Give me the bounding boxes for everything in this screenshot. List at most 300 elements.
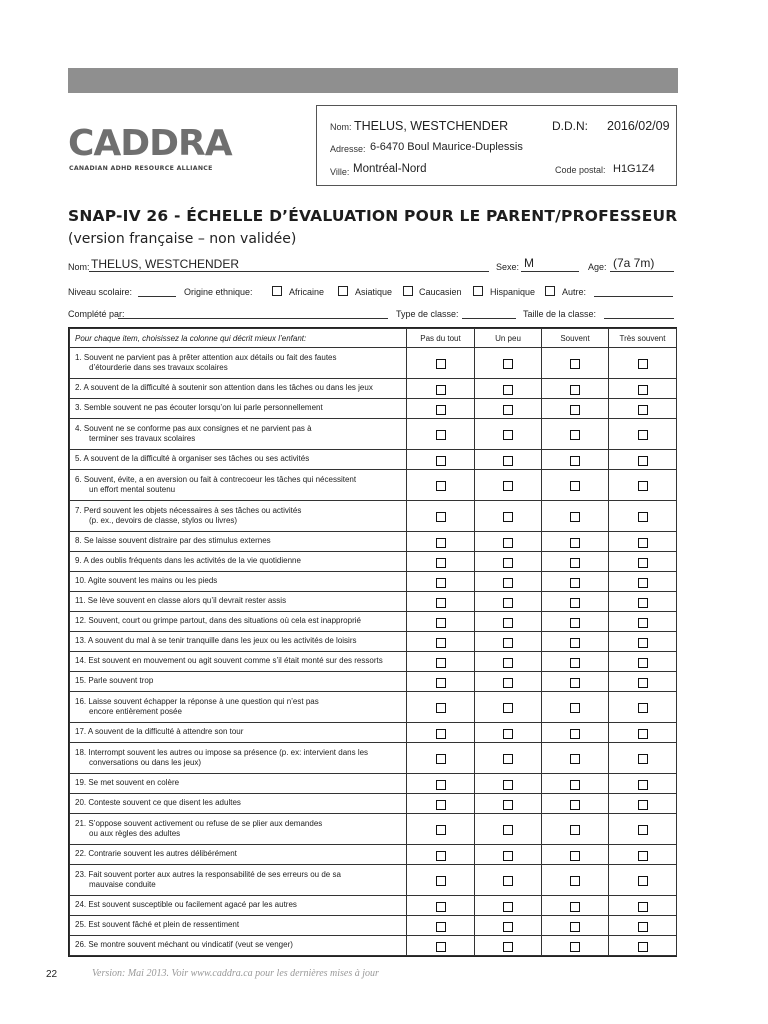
rating-cell-un-peu <box>475 612 542 632</box>
rating-checkbox-tres-souvent[interactable] <box>638 618 648 628</box>
rating-checkbox-souvent[interactable] <box>570 598 580 608</box>
rating-cell-un-peu <box>475 532 542 552</box>
table-row <box>70 845 677 865</box>
rating-checkbox-tres-souvent[interactable] <box>638 385 648 395</box>
type-classe-label: Type de classe: <box>396 309 459 319</box>
item-text <box>70 450 407 470</box>
rating-cell-tres-souvent <box>609 348 677 379</box>
rating-checkbox-un-peu[interactable] <box>503 678 513 688</box>
rating-cell-pas-du-tout <box>407 774 475 794</box>
item-text <box>70 552 407 572</box>
rating-cell-tres-souvent <box>609 652 677 672</box>
rating-cell-souvent <box>542 652 609 672</box>
rating-cell-pas-du-tout <box>407 743 475 774</box>
rating-cell-tres-souvent <box>609 501 677 532</box>
item-line-1: 24. Est souvent susceptible ou facilement agacé par les autres <box>75 900 297 910</box>
rating-checkbox-souvent[interactable] <box>570 658 580 668</box>
rating-cell-pas-du-tout <box>407 814 475 845</box>
rating-checkbox-un-peu[interactable] <box>503 405 513 415</box>
rating-checkbox-un-peu[interactable] <box>503 558 513 568</box>
table-row <box>70 419 677 450</box>
rating-checkbox-tres-souvent[interactable] <box>638 558 648 568</box>
complete-field[interactable] <box>118 308 388 319</box>
rating-cell-souvent <box>542 672 609 692</box>
item-text <box>70 936 407 956</box>
rating-cell-souvent <box>542 774 609 794</box>
rating-checkbox-tres-souvent[interactable] <box>638 902 648 912</box>
item-line-1: 13. A souvent du mal à se tenir tranquille dans les jeux ou les activités de loisirs <box>75 636 357 646</box>
table-row <box>70 532 677 552</box>
rating-checkbox-tres-souvent[interactable] <box>638 729 648 739</box>
rating-cell-souvent <box>542 814 609 845</box>
rating-cell-un-peu <box>475 652 542 672</box>
rating-checkbox-pas-du-tout[interactable] <box>436 456 446 466</box>
item-line-1: 20. Conteste souvent ce que disent les adultes <box>75 798 241 808</box>
rating-checkbox-pas-du-tout[interactable] <box>436 538 446 548</box>
item-text <box>70 652 407 672</box>
rating-checkbox-un-peu[interactable] <box>503 618 513 628</box>
caddra-logo <box>68 124 303 174</box>
item-line-1: 3. Semble souvent ne pas écouter lorsqu’on lui parle personnellement <box>75 403 323 413</box>
rating-checkbox-tres-souvent[interactable] <box>638 638 648 648</box>
rating-checkbox-pas-du-tout[interactable] <box>436 359 446 369</box>
item-text <box>70 865 407 896</box>
rating-checkbox-pas-du-tout[interactable] <box>436 703 446 713</box>
rating-checkbox-souvent[interactable] <box>570 481 580 491</box>
rating-cell-tres-souvent <box>609 723 677 743</box>
rating-checkbox-pas-du-tout[interactable] <box>436 638 446 648</box>
item-line-2: encore entièrement posée <box>89 707 182 716</box>
version-note: Version: Mai 2013. Voir www.caddra.ca pour les dernières mises à jour <box>92 968 379 979</box>
table-row <box>70 348 677 379</box>
rating-cell-un-peu <box>475 692 542 723</box>
form-subtitle: (version française – non validée) <box>68 231 297 247</box>
rating-checkbox-un-peu[interactable] <box>503 430 513 440</box>
rating-checkbox-tres-souvent[interactable] <box>638 754 648 764</box>
rating-checkbox-un-peu[interactable] <box>503 598 513 608</box>
rating-cell-souvent <box>542 743 609 774</box>
rating-cell-tres-souvent <box>609 592 677 612</box>
rating-cell-tres-souvent <box>609 916 677 936</box>
rating-checkbox-pas-du-tout[interactable] <box>436 598 446 608</box>
rating-table <box>68 327 677 957</box>
rating-checkbox-souvent[interactable] <box>570 359 580 369</box>
table-header-row <box>70 329 677 348</box>
rating-checkbox-un-peu[interactable] <box>503 385 513 395</box>
rating-cell-pas-du-tout <box>407 672 475 692</box>
rating-checkbox-un-peu[interactable] <box>503 754 513 764</box>
rating-checkbox-pas-du-tout[interactable] <box>436 825 446 835</box>
item-text <box>70 612 407 632</box>
nom-field-value: THELUS, WESTCHENDER <box>91 257 240 271</box>
rating-checkbox-un-peu[interactable] <box>503 481 513 491</box>
rating-cell-souvent <box>542 723 609 743</box>
rating-cell-tres-souvent <box>609 896 677 916</box>
rating-checkbox-pas-du-tout[interactable] <box>436 902 446 912</box>
page-number: 22 <box>46 969 58 980</box>
rating-cell-un-peu <box>475 814 542 845</box>
table-row <box>70 632 677 652</box>
rating-cell-souvent <box>542 612 609 632</box>
rating-cell-un-peu <box>475 572 542 592</box>
rating-cell-un-peu <box>475 592 542 612</box>
logo-subtitle: CANADIAN ADHD RESOURCE ALLIANCE <box>69 165 213 172</box>
rating-cell-souvent <box>542 794 609 814</box>
rating-cell-pas-du-tout <box>407 936 475 956</box>
rating-cell-un-peu <box>475 916 542 936</box>
rating-checkbox-un-peu[interactable] <box>503 578 513 588</box>
rating-checkbox-souvent[interactable] <box>570 902 580 912</box>
rating-checkbox-tres-souvent[interactable] <box>638 538 648 548</box>
rating-cell-souvent <box>542 896 609 916</box>
item-line-1: 9. A des oublis fréquents dans les activités de la vie quotidienne <box>75 556 301 566</box>
rating-cell-pas-du-tout <box>407 552 475 572</box>
rating-checkbox-souvent[interactable] <box>570 558 580 568</box>
rating-checkbox-souvent[interactable] <box>570 538 580 548</box>
rating-checkbox-un-peu[interactable] <box>503 851 513 861</box>
rating-checkbox-souvent[interactable] <box>570 825 580 835</box>
rating-cell-pas-du-tout <box>407 348 475 379</box>
taille-classe-label: Taille de la classe: <box>523 309 597 319</box>
item-text <box>70 592 407 612</box>
rating-checkbox-tres-souvent[interactable] <box>638 825 648 835</box>
rating-checkbox-pas-du-tout[interactable] <box>436 876 446 886</box>
rating-cell-tres-souvent <box>609 845 677 865</box>
rating-cell-pas-du-tout <box>407 723 475 743</box>
rating-checkbox-souvent[interactable] <box>570 430 580 440</box>
item-text <box>70 794 407 814</box>
rating-checkbox-pas-du-tout[interactable] <box>436 430 446 440</box>
header-tres-souvent: Très souvent <box>609 329 677 348</box>
item-line-1: 4. Souvent ne se conforme pas aux consignes et ne parvient pas à <box>75 423 312 433</box>
rating-cell-pas-du-tout <box>407 692 475 723</box>
rating-cell-un-peu <box>475 723 542 743</box>
autre-field[interactable] <box>594 286 673 297</box>
item-line-2: mauvaise conduite <box>89 880 156 889</box>
rating-checkbox-souvent[interactable] <box>570 851 580 861</box>
rating-checkbox-pas-du-tout[interactable] <box>436 851 446 861</box>
patient-info-box <box>316 105 677 186</box>
rating-checkbox-pas-du-tout[interactable] <box>436 481 446 491</box>
rating-checkbox-un-peu[interactable] <box>503 825 513 835</box>
table-row <box>70 552 677 572</box>
rating-checkbox-un-peu[interactable] <box>503 658 513 668</box>
item-text <box>70 379 407 399</box>
rating-checkbox-tres-souvent[interactable] <box>638 678 648 688</box>
rating-checkbox-un-peu[interactable] <box>503 942 513 952</box>
rating-checkbox-tres-souvent[interactable] <box>638 578 648 588</box>
rating-cell-tres-souvent <box>609 936 677 956</box>
table-row <box>70 896 677 916</box>
rating-checkbox-un-peu[interactable] <box>503 902 513 912</box>
rating-checkbox-pas-du-tout[interactable] <box>436 405 446 415</box>
rating-checkbox-souvent[interactable] <box>570 780 580 790</box>
rating-cell-un-peu <box>475 672 542 692</box>
rating-checkbox-pas-du-tout[interactable] <box>436 578 446 588</box>
table-row <box>70 916 677 936</box>
item-line-2: terminer ses travaux scolaires <box>89 434 196 443</box>
rating-cell-pas-du-tout <box>407 865 475 896</box>
rating-cell-tres-souvent <box>609 379 677 399</box>
table-row <box>70 814 677 845</box>
rating-checkbox-tres-souvent[interactable] <box>638 922 648 932</box>
autre-checkbox[interactable] <box>545 286 555 296</box>
table-row <box>70 470 677 501</box>
rating-checkbox-pas-du-tout[interactable] <box>436 658 446 668</box>
rating-cell-tres-souvent <box>609 552 677 572</box>
item-line-1: 22. Contrarie souvent les autres délibérément <box>75 849 237 859</box>
rating-checkbox-tres-souvent[interactable] <box>638 481 648 491</box>
rating-checkbox-pas-du-tout[interactable] <box>436 780 446 790</box>
rating-cell-un-peu <box>475 399 542 419</box>
rating-cell-un-peu <box>475 936 542 956</box>
rating-checkbox-tres-souvent[interactable] <box>638 876 648 886</box>
asiatique-label: Asiatique <box>355 287 393 297</box>
asiatique-checkbox[interactable] <box>338 286 348 296</box>
patient-name: THELUS, WESTCHENDER <box>354 119 509 133</box>
caucasien-checkbox[interactable] <box>403 286 413 296</box>
table-row <box>70 501 677 532</box>
item-text <box>70 632 407 652</box>
rating-checkbox-un-peu[interactable] <box>503 512 513 522</box>
item-line-2: (p. ex., devoirs de classe, stylos ou livres) <box>89 516 238 525</box>
rating-checkbox-un-peu[interactable] <box>503 800 513 810</box>
rating-cell-pas-du-tout <box>407 572 475 592</box>
item-text <box>70 692 407 723</box>
rating-cell-pas-du-tout <box>407 379 475 399</box>
rating-checkbox-pas-du-tout[interactable] <box>436 385 446 395</box>
rating-cell-un-peu <box>475 450 542 470</box>
rating-checkbox-souvent[interactable] <box>570 678 580 688</box>
age-label: Age: <box>588 262 607 272</box>
type-classe-field[interactable] <box>462 308 516 319</box>
rating-cell-tres-souvent <box>609 572 677 592</box>
rating-cell-souvent <box>542 572 609 592</box>
rating-cell-tres-souvent <box>609 399 677 419</box>
rating-cell-pas-du-tout <box>407 916 475 936</box>
table-row <box>70 743 677 774</box>
origine-label: Origine ethnique: <box>184 287 253 297</box>
table-row <box>70 774 677 794</box>
rating-checkbox-un-peu[interactable] <box>503 729 513 739</box>
rating-checkbox-pas-du-tout[interactable] <box>436 512 446 522</box>
rating-checkbox-pas-du-tout[interactable] <box>436 800 446 810</box>
item-text <box>70 572 407 592</box>
ddn-value: 2016/02/09 <box>607 119 670 133</box>
sexe-field[interactable] <box>521 257 579 272</box>
rating-cell-pas-du-tout <box>407 612 475 632</box>
rating-checkbox-un-peu[interactable] <box>503 638 513 648</box>
rating-cell-tres-souvent <box>609 692 677 723</box>
rating-checkbox-souvent[interactable] <box>570 942 580 952</box>
rating-checkbox-tres-souvent[interactable] <box>638 851 648 861</box>
item-line-1: 19. Se met souvent en colère <box>75 778 180 788</box>
rating-cell-souvent <box>542 450 609 470</box>
rating-checkbox-souvent[interactable] <box>570 800 580 810</box>
niveau-field[interactable] <box>138 286 176 297</box>
item-text <box>70 814 407 845</box>
rating-checkbox-souvent[interactable] <box>570 618 580 628</box>
rating-checkbox-un-peu[interactable] <box>503 456 513 466</box>
rating-cell-souvent <box>542 692 609 723</box>
rating-checkbox-tres-souvent[interactable] <box>638 456 648 466</box>
rating-cell-un-peu <box>475 419 542 450</box>
rating-cell-souvent <box>542 865 609 896</box>
rating-checkbox-un-peu[interactable] <box>503 703 513 713</box>
rating-cell-souvent <box>542 501 609 532</box>
rating-checkbox-souvent[interactable] <box>570 638 580 648</box>
item-line-1: 18. Interrompt souvent les autres ou impose sa présence (p. ex: intervient dans les <box>75 747 369 757</box>
rating-checkbox-un-peu[interactable] <box>503 922 513 932</box>
rating-cell-tres-souvent <box>609 632 677 652</box>
rating-cell-tres-souvent <box>609 743 677 774</box>
rating-cell-souvent <box>542 379 609 399</box>
taille-classe-field[interactable] <box>604 308 674 319</box>
item-line-1: 7. Perd souvent les objets nécessaires à ses tâches ou activités <box>75 505 302 515</box>
rating-checkbox-souvent[interactable] <box>570 405 580 415</box>
rating-checkbox-tres-souvent[interactable] <box>638 780 648 790</box>
item-text <box>70 399 407 419</box>
rating-cell-pas-du-tout <box>407 845 475 865</box>
item-line-1: 15. Parle souvent trop <box>75 676 154 686</box>
rating-checkbox-tres-souvent[interactable] <box>638 430 648 440</box>
rating-cell-un-peu <box>475 470 542 501</box>
rating-checkbox-pas-du-tout[interactable] <box>436 729 446 739</box>
rating-cell-souvent <box>542 552 609 572</box>
rating-cell-pas-du-tout <box>407 632 475 652</box>
rating-checkbox-souvent[interactable] <box>570 754 580 764</box>
header-souvent: Souvent <box>542 329 609 348</box>
item-text <box>70 896 407 916</box>
item-line-1: 17. A souvent de la difficulté à attendre son tour <box>75 727 244 737</box>
hispanique-checkbox[interactable] <box>473 286 483 296</box>
item-text <box>70 532 407 552</box>
item-text <box>70 501 407 532</box>
table-row <box>70 652 677 672</box>
item-line-1: 5. A souvent de la difficulté à organiser ses tâches ou ses activités <box>75 454 310 464</box>
rating-checkbox-pas-du-tout[interactable] <box>436 558 446 568</box>
item-text <box>70 723 407 743</box>
age-field[interactable] <box>610 257 674 272</box>
item-text <box>70 845 407 865</box>
complete-label: Complété par: <box>68 309 125 319</box>
rating-cell-un-peu <box>475 896 542 916</box>
code-postal-label: Code postal: <box>555 165 606 175</box>
item-line-1: 6. Souvent, évite, a en aversion ou fait à contrecoeur les tâches qui nécessitent <box>75 474 357 484</box>
rating-checkbox-tres-souvent[interactable] <box>638 800 648 810</box>
rating-checkbox-souvent[interactable] <box>570 876 580 886</box>
rating-checkbox-pas-du-tout[interactable] <box>436 754 446 764</box>
rating-checkbox-souvent[interactable] <box>570 385 580 395</box>
rating-cell-souvent <box>542 845 609 865</box>
rating-checkbox-tres-souvent[interactable] <box>638 512 648 522</box>
rating-cell-souvent <box>542 592 609 612</box>
item-line-2: conversations ou dans les jeux) <box>89 758 202 767</box>
rating-checkbox-un-peu[interactable] <box>503 359 513 369</box>
item-line-1: 26. Se montre souvent méchant ou vindicatif (veut se venger) <box>75 940 293 950</box>
rating-checkbox-tres-souvent[interactable] <box>638 658 648 668</box>
rating-cell-tres-souvent <box>609 774 677 794</box>
rating-checkbox-souvent[interactable] <box>570 922 580 932</box>
rating-checkbox-tres-souvent[interactable] <box>638 598 648 608</box>
rating-cell-souvent <box>542 916 609 936</box>
rating-cell-souvent <box>542 348 609 379</box>
rating-checkbox-pas-du-tout[interactable] <box>436 678 446 688</box>
header-un-peu: Un peu <box>475 329 542 348</box>
rating-cell-pas-du-tout <box>407 532 475 552</box>
rating-cell-souvent <box>542 936 609 956</box>
item-text <box>70 916 407 936</box>
rating-cell-souvent <box>542 632 609 652</box>
rating-checkbox-souvent[interactable] <box>570 703 580 713</box>
rating-checkbox-pas-du-tout[interactable] <box>436 922 446 932</box>
rating-checkbox-souvent[interactable] <box>570 512 580 522</box>
table-row <box>70 723 677 743</box>
item-line-1: 2. A souvent de la difficulté à soutenir son attention dans les tâches ou dans les jeux <box>75 383 373 393</box>
rating-checkbox-tres-souvent[interactable] <box>638 703 648 713</box>
rating-cell-un-peu <box>475 845 542 865</box>
africaine-label: Africaine <box>289 287 325 297</box>
rating-cell-pas-du-tout <box>407 450 475 470</box>
age-value: (7a 7m) <box>613 256 655 270</box>
nom-field[interactable] <box>89 257 489 272</box>
hispanique-label: Hispanique <box>490 287 536 297</box>
table-row <box>70 399 677 419</box>
item-text <box>70 348 407 379</box>
adresse-label: Adresse: <box>330 144 366 154</box>
africaine-checkbox[interactable] <box>272 286 282 296</box>
rating-cell-souvent <box>542 419 609 450</box>
rating-cell-un-peu <box>475 501 542 532</box>
ville-value: Montréal-Nord <box>353 163 427 175</box>
item-line-1: 16. Laisse souvent échapper la réponse à une question qui n’est pas <box>75 696 319 706</box>
caucasien-label: Caucasien <box>419 287 462 297</box>
niveau-label: Niveau scolaire: <box>68 287 133 297</box>
rating-cell-pas-du-tout <box>407 794 475 814</box>
table-row <box>70 450 677 470</box>
rating-checkbox-tres-souvent[interactable] <box>638 359 648 369</box>
rating-checkbox-un-peu[interactable] <box>503 780 513 790</box>
rating-checkbox-souvent[interactable] <box>570 729 580 739</box>
rating-checkbox-tres-souvent[interactable] <box>638 405 648 415</box>
item-text <box>70 470 407 501</box>
rating-checkbox-pas-du-tout[interactable] <box>436 942 446 952</box>
rating-checkbox-tres-souvent[interactable] <box>638 942 648 952</box>
rating-cell-un-peu <box>475 865 542 896</box>
rating-checkbox-un-peu[interactable] <box>503 876 513 886</box>
rating-cell-un-peu <box>475 743 542 774</box>
rating-cell-un-peu <box>475 379 542 399</box>
rating-cell-un-peu <box>475 552 542 572</box>
header-pas-du-tout: Pas du tout <box>407 329 475 348</box>
rating-cell-tres-souvent <box>609 865 677 896</box>
rating-checkbox-un-peu[interactable] <box>503 538 513 548</box>
item-line-2: un effort mental soutenu <box>89 485 176 494</box>
rating-checkbox-souvent[interactable] <box>570 578 580 588</box>
item-text <box>70 743 407 774</box>
rating-cell-pas-du-tout <box>407 501 475 532</box>
rating-checkbox-souvent[interactable] <box>570 456 580 466</box>
rating-cell-tres-souvent <box>609 532 677 552</box>
rating-checkbox-pas-du-tout[interactable] <box>436 618 446 628</box>
table-row <box>70 572 677 592</box>
table-row <box>70 379 677 399</box>
ddn-label: D.D.N: <box>552 119 588 133</box>
item-line-1: 14. Est souvent en mouvement ou agit souvent comme s’il était monté sur des ressorts <box>75 656 383 666</box>
rating-cell-tres-souvent <box>609 814 677 845</box>
rating-cell-pas-du-tout <box>407 470 475 501</box>
rating-cell-pas-du-tout <box>407 652 475 672</box>
